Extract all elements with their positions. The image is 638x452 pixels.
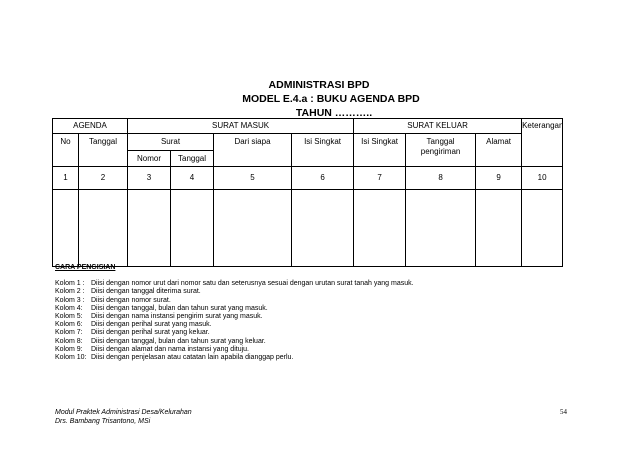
instruction-item <box>55 297 414 305</box>
column-number: 2 <box>79 167 128 190</box>
instruction-key: Kolom 8: <box>55 337 83 345</box>
column-header-isi-singkat-keluar: Isi Singkat <box>354 134 406 167</box>
blank-cell <box>79 190 128 267</box>
instruction-item <box>55 288 414 296</box>
column-header-alamat: Alamat <box>476 134 522 167</box>
column-number: 1 <box>53 167 79 190</box>
column-number: 5 <box>214 167 292 190</box>
column-number: 4 <box>171 167 214 190</box>
instruction-text: Diisi dengan tanggal, bulan dan tahun surat yang keluar. <box>91 337 266 345</box>
column-header-no: No <box>53 134 79 167</box>
blank-cell <box>128 190 171 267</box>
blank-cell <box>214 190 292 267</box>
instruction-item <box>55 313 414 321</box>
instruction-item <box>55 354 414 362</box>
column-number: 10 <box>522 167 563 190</box>
blank-cell <box>292 190 354 267</box>
subcolumn-header-nomor: Nomor <box>128 151 171 167</box>
instruction-key: Kolom 7: <box>55 329 83 337</box>
instruction-item <box>55 280 414 288</box>
instruction-text: Diisi dengan nomor surat. <box>91 296 171 304</box>
instruction-key: Kolom 10: <box>55 354 87 362</box>
blank-cell <box>53 190 79 267</box>
blank-cell <box>476 190 522 267</box>
agenda-table <box>52 118 563 267</box>
column-number: 9 <box>476 167 522 190</box>
instruction-item <box>55 305 414 313</box>
subcolumn-header-tanggal: Tanggal <box>171 151 214 167</box>
page-footer <box>55 408 192 426</box>
column-number: 7 <box>354 167 406 190</box>
column-header-tanggal: Tanggal <box>79 134 128 167</box>
instruction-text: Diisi dengan perihal surat yang masuk. <box>91 321 212 329</box>
blank-cell <box>406 190 476 267</box>
group-header-surat-keluar: SURAT KELUAR <box>354 119 522 134</box>
column-number: 3 <box>128 167 171 190</box>
blank-cell <box>522 190 563 267</box>
instructions-section <box>55 264 414 362</box>
instruction-text: Diisi dengan perihal surat yang keluar. <box>91 329 210 337</box>
instruction-text: Diisi dengan penjelasan atau catatan lain apabila dianggap perlu. <box>91 354 294 362</box>
instruction-text: Diisi dengan nama instansi pengirim surat yang masuk. <box>91 313 263 321</box>
instruction-item <box>55 321 414 329</box>
column-number: 6 <box>292 167 354 190</box>
instruction-key: Kolom 2 : <box>55 288 85 296</box>
group-header-keterangan: Keterangan <box>522 119 563 167</box>
instruction-text: Diisi dengan tanggal diterima surat. <box>91 288 201 296</box>
document-title: ADMINISTRASI BPD <box>268 79 370 91</box>
document-model-title: MODEL E.4.a : BUKU AGENDA BPD <box>242 93 420 105</box>
column-header-dari-siapa: Dari siapa <box>214 134 292 167</box>
blank-cell <box>354 190 406 267</box>
group-header-surat-masuk: SURAT MASUK <box>128 119 354 134</box>
instruction-key: Kolom 1 : <box>55 280 85 288</box>
instruction-item <box>55 329 414 337</box>
column-header-surat: Surat <box>128 134 214 151</box>
instruction-key: Kolom 4: <box>55 304 83 312</box>
page-number: 54 <box>560 408 567 416</box>
instruction-text: Diisi dengan nomor urut dari nomor satu dan seterusnya sesuai dengan urutan surat tanah yang masuk. <box>91 280 414 288</box>
instruction-text: Diisi dengan tanggal, bulan dan tahun surat yang masuk. <box>91 304 268 312</box>
column-number: 8 <box>406 167 476 190</box>
blank-cell <box>171 190 214 267</box>
instructions-heading: CARA PENGISIAN <box>55 264 116 271</box>
column-header-tanggal-pengiriman: Tanggal pengiriman <box>406 134 476 167</box>
instruction-key: Kolom 3 : <box>55 296 85 304</box>
column-header-isi-singkat-masuk: Isi Singkat <box>292 134 354 167</box>
document-year-title: TAHUN ……….. <box>295 107 373 119</box>
instruction-item <box>55 346 414 354</box>
instruction-key: Kolom 9: <box>55 345 83 353</box>
footer-author: Drs. Bambang Trisantono, MSi <box>55 418 151 425</box>
instruction-key: Kolom 6: <box>55 321 83 329</box>
instruction-key: Kolom 5: <box>55 313 83 321</box>
footer-module-title: Modul Praktek Administrasi Desa/Kelurahan <box>55 409 192 416</box>
instruction-text: Diisi dengan alamat dan nama instansi yang dituju. <box>91 345 249 353</box>
instruction-item <box>55 338 414 346</box>
group-header-agenda: AGENDA <box>53 119 128 134</box>
